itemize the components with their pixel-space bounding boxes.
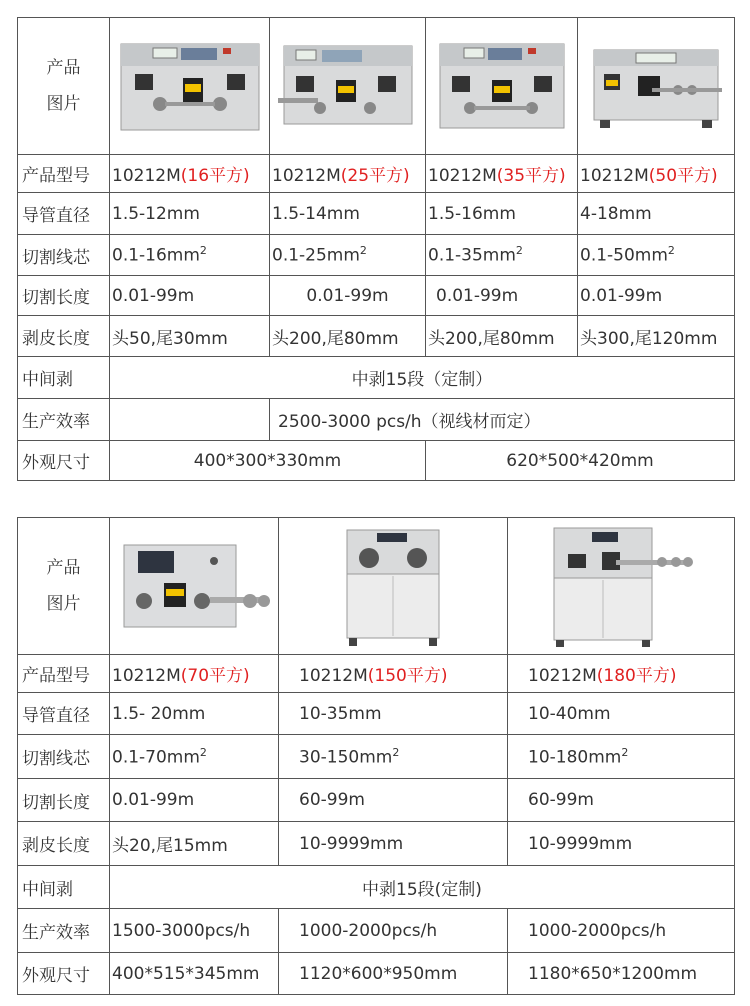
row-label-conduit: 导管直径 xyxy=(18,693,110,735)
product-image-16 xyxy=(110,18,270,155)
cut-length-cell: 0.01-99m xyxy=(110,779,279,822)
conduit-cell: 1.5-14mm xyxy=(270,193,426,235)
strip-length-cell: 10-9999mm xyxy=(279,822,508,866)
conduit-cell: 4-18mm xyxy=(578,193,735,235)
product-image-180 xyxy=(508,518,735,655)
product-image-50 xyxy=(578,18,735,155)
dimensions-cell: 400*300*330mm xyxy=(110,441,426,481)
product-image-150 xyxy=(279,518,508,655)
conduit-cell: 10-35mm xyxy=(279,693,508,735)
efficiency-cell: 1500-3000pcs/h xyxy=(110,909,279,953)
row-label-core: 切割线芯 xyxy=(18,235,110,276)
model-cell: 10212M(150平方) xyxy=(279,655,508,693)
spec-table-2 xyxy=(17,517,735,995)
strip-length-cell: 头200,尾80mm xyxy=(270,316,426,357)
efficiency-cell: 1000-2000pcs/h xyxy=(279,909,508,953)
model-cell: 10212M(16平方) xyxy=(110,155,270,193)
product-image-70 xyxy=(110,518,279,655)
conduit-cell: 1.5-12mm xyxy=(110,193,270,235)
efficiency-cell: 1000-2000pcs/h xyxy=(508,909,735,953)
conduit-cell: 1.5- 20mm xyxy=(110,693,279,735)
middle-strip-cell: 中剥15段（定制） xyxy=(110,357,735,399)
row-label-conduit: 导管直径 xyxy=(18,193,110,235)
row-label-model: 产品型号 xyxy=(18,655,110,693)
cut-length-cell: 0.01-99m xyxy=(270,276,426,316)
cut-length-cell: 60-99m xyxy=(279,779,508,822)
core-cell: $0.1-16mm^2$ xyxy=(110,235,270,276)
efficiency-cell: 2500-3000 pcs/h（视线材而定） xyxy=(270,399,735,441)
core-cell: $10-180mm^2$ xyxy=(508,735,735,779)
strip-length-cell: 头300,尾120mm xyxy=(578,316,735,357)
conduit-cell: 10-40mm xyxy=(508,693,735,735)
efficiency-empty-cell xyxy=(110,399,270,441)
row-label-strip-length: 剥皮长度 xyxy=(18,316,110,357)
core-cell: $0.1-70mm^2$ xyxy=(110,735,279,779)
row-label-image: 产品 图片 xyxy=(18,18,110,155)
model-cell: 10212M(50平方) xyxy=(578,155,735,193)
strip-length-cell: 头200,尾80mm xyxy=(426,316,578,357)
core-cell: $0.1-35mm^2$ xyxy=(426,235,578,276)
row-label-dimensions: 外观尺寸 xyxy=(18,953,110,995)
strip-length-cell: 头20,尾15mm xyxy=(110,822,279,866)
model-cell: 10212M(70平方) xyxy=(110,655,279,693)
dimensions-cell: 620*500*420mm xyxy=(426,441,735,481)
spec-table-1 xyxy=(17,17,735,481)
product-image-25 xyxy=(270,18,426,155)
core-cell: $30-150mm^2$ xyxy=(279,735,508,779)
row-label-efficiency: 生产效率 xyxy=(18,399,110,441)
row-label-efficiency: 生产效率 xyxy=(18,909,110,953)
dimensions-cell: 400*515*345mm xyxy=(110,953,279,995)
row-label-dimensions: 外观尺寸 xyxy=(18,441,110,481)
dimensions-cell: 1180*650*1200mm xyxy=(508,953,735,995)
row-label-middle-strip: 中间剥 xyxy=(18,866,110,909)
model-cell: 10212M(35平方) xyxy=(426,155,578,193)
row-label-middle-strip: 中间剥 xyxy=(18,357,110,399)
row-label-strip-length: 剥皮长度 xyxy=(18,822,110,866)
strip-length-cell: 头50,尾30mm xyxy=(110,316,270,357)
cut-length-cell: 0.01-99m xyxy=(426,276,578,316)
model-cell: 10212M(180平方) xyxy=(508,655,735,693)
cut-length-cell: 0.01-99m xyxy=(578,276,735,316)
row-label-cut-length: 切割长度 xyxy=(18,276,110,316)
middle-strip-cell: 中剥15段(定制) xyxy=(110,866,735,909)
row-label-core: 切割线芯 xyxy=(18,735,110,779)
core-cell: $0.1-50mm^2$ xyxy=(578,235,735,276)
conduit-cell: 1.5-16mm xyxy=(426,193,578,235)
model-cell: 10212M(25平方) xyxy=(270,155,426,193)
cut-length-cell: 60-99m xyxy=(508,779,735,822)
row-label-image: 产品 图片 xyxy=(18,518,110,655)
cut-length-cell: 0.01-99m xyxy=(110,276,270,316)
row-label-model: 产品型号 xyxy=(18,155,110,193)
core-cell: $0.1-25mm^2$ xyxy=(270,235,426,276)
row-label-cut-length: 切割长度 xyxy=(18,779,110,822)
strip-length-cell: 10-9999mm xyxy=(508,822,735,866)
dimensions-cell: 1120*600*950mm xyxy=(279,953,508,995)
product-image-35 xyxy=(426,18,578,155)
